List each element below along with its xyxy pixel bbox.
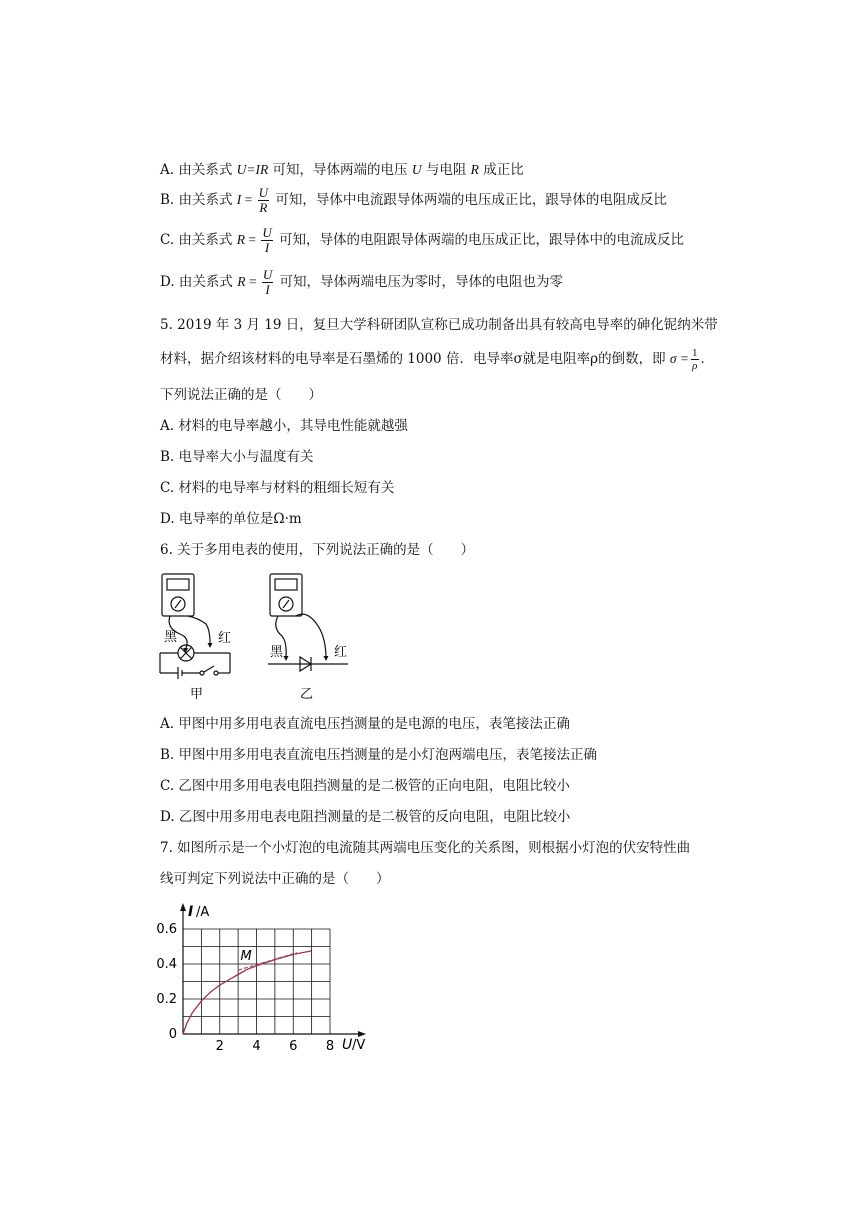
q6-option-d: D. 乙图中用多用电表电阻挡测量的是二极管的反向电阻，电阻比较小 xyxy=(160,809,571,825)
q6-option-c: C. 乙图中用多用电表电阻挡测量的是二极管的正向电阻，电阻比较小 xyxy=(160,778,570,794)
q4-option-c: C. 由关系式 R = $\frac{U}{I}$ 可知，导体的电阻跟导体两端的电压成正比，跟导体中的电流成反比 xyxy=(160,225,685,255)
q6-figure-jia xyxy=(150,568,250,703)
q4-option-c-lhs: R xyxy=(236,232,245,247)
y-axis-unit-label: /A xyxy=(196,905,210,920)
q7-stem-line1: 7. 如图所示是一个小灯泡的电流随其两端电压变化的关系图，则根据小灯泡的伏安特性曲 xyxy=(160,840,691,856)
x-tick-label: 2 xyxy=(215,1039,224,1054)
q4-option-c-tail: 可知，导体的电阻跟导体两端的电压成正比，跟导体中的电流成反比 xyxy=(274,232,685,248)
x-axis-var-label: U xyxy=(342,1037,353,1053)
x-tick-label: 8 xyxy=(325,1039,335,1054)
q4-option-a-mid2: 与电阻 xyxy=(421,162,471,178)
q5-formula-fraction: $\frac{1}{\rho}$ xyxy=(692,347,698,372)
q4-option-a-var-u: U xyxy=(411,162,422,177)
q4-option-b-fraction: $\frac{U}{R}$ xyxy=(258,185,269,215)
q4-option-a-formula: U=IR xyxy=(236,162,269,177)
multimeter-display xyxy=(275,579,297,590)
fig-yi-black-label: 黑 xyxy=(270,645,284,660)
y-axis-var-label: I xyxy=(188,904,194,920)
q4-option-b-lhs: I xyxy=(236,192,242,207)
q5-option-d: D. 电导率的单位是Ω·m xyxy=(160,511,302,527)
q6-stem: 6. 关于多用电表的使用，下列说法正确的是（ ） xyxy=(160,542,475,558)
q4-option-a xyxy=(160,160,524,180)
q4-option-d-lhs: R xyxy=(237,274,246,289)
y-tick-label: 0.4 xyxy=(156,957,177,972)
red-probe-wire xyxy=(188,616,210,643)
q4-option-d-tail: 可知，导体两端电压为零时，导体的电阻也为零 xyxy=(275,274,564,290)
fig-jia-black-label: 黑 xyxy=(164,630,178,645)
q4-option-c-lead: C. 由关系式 xyxy=(160,232,237,248)
fig-yi-red-label: 红 xyxy=(334,645,348,660)
y-tick-label: 0.6 xyxy=(156,922,177,937)
y-axis-arrow xyxy=(180,903,186,911)
q5-option-c: C. 材料的电导率与材料的粗细长短有关 xyxy=(160,480,395,496)
q6-figure-yi xyxy=(262,568,362,703)
q4-option-a-var-r: R xyxy=(470,162,479,177)
chart-marks xyxy=(183,949,312,1034)
x-tick-label: 4 xyxy=(252,1039,261,1054)
q4-option-d-lead: D. 由关系式 xyxy=(160,274,238,290)
q4-option-a-lead: A. 由关系式 xyxy=(160,162,237,178)
point-m-label: M xyxy=(240,949,252,964)
q4-option-b-lead: B. 由关系式 xyxy=(160,192,237,208)
switch-icon xyxy=(200,671,204,675)
q5-formula-end: ． xyxy=(700,351,715,367)
q5-stem-line2-text: 材料，据介绍该材料的电导率是石墨烯的 1000 倍．电导率σ就是电阻率ρ的倒数，即 xyxy=(160,351,666,367)
chart-grid xyxy=(183,929,330,1034)
origin-label: 0 xyxy=(168,1027,177,1042)
q4-option-b-tail: 可知，导体中电流跟导体两端的电压成正比，跟导体的电阻成反比 xyxy=(271,192,667,208)
iu-characteristic-chart xyxy=(150,898,380,1058)
y-tick-label: 0.2 xyxy=(156,992,177,1007)
x-tick-label: 6 xyxy=(289,1039,298,1054)
red-probe-wire xyxy=(296,614,326,658)
q4-option-a-mid: 可知，导体两端的电压 xyxy=(268,162,412,178)
fig-jia-red-label: 红 xyxy=(218,631,232,646)
q6-option-a: A. 甲图中用多用电表直流电压挡测量的是电源的电压，表笔接法正确 xyxy=(160,716,570,732)
chart-axes xyxy=(180,903,366,1037)
q5-option-b: B. 电导率大小与温度有关 xyxy=(160,449,314,465)
q4-option-a-tail: 成正比 xyxy=(478,162,524,178)
q5-formula-lhs: σ = xyxy=(669,351,690,366)
q6-option-b: B. 甲图中用多用电表直流电压挡测量的是小灯泡两端电压，表笔接法正确 xyxy=(160,747,598,763)
q4-option-c-fraction: $\frac{U}{I}$ xyxy=(262,225,272,255)
q5-stem-line1: 5. 2019 年 3 月 19 日，复旦大学科研团队宣称已成功制备出具有较高电导率的砷化铌纳米带 xyxy=(160,317,718,333)
q4-option-b: B. 由关系式 I = $\frac{U}{R}$ 可知，导体中电流跟导体两端的电压成正比，跟导体的电阻成反比 xyxy=(160,185,667,215)
q4-option-d: D. 由关系式 R = $\frac{U}{I}$ 可知，导体两端电压为零时，导体的电阻也为零 xyxy=(160,267,564,297)
q4-option-d-fraction: $\frac{U}{I}$ xyxy=(262,267,273,297)
x-axis-arrow xyxy=(358,1031,366,1037)
q5-option-a: A. 材料的电导率越小，其导电性能就越强 xyxy=(160,418,408,434)
fig-jia-caption: 甲 xyxy=(190,687,204,702)
multimeter-display xyxy=(167,579,189,590)
q7-stem-line2: 线可判定下列说法中正确的是（ ） xyxy=(160,871,390,887)
fig-yi-caption: 乙 xyxy=(300,687,314,702)
q5-stem-line2 xyxy=(160,347,714,372)
x-axis-unit-label: /V xyxy=(352,1038,366,1053)
q5-stem-line3: 下列说法正确的是（ ） xyxy=(160,387,322,403)
